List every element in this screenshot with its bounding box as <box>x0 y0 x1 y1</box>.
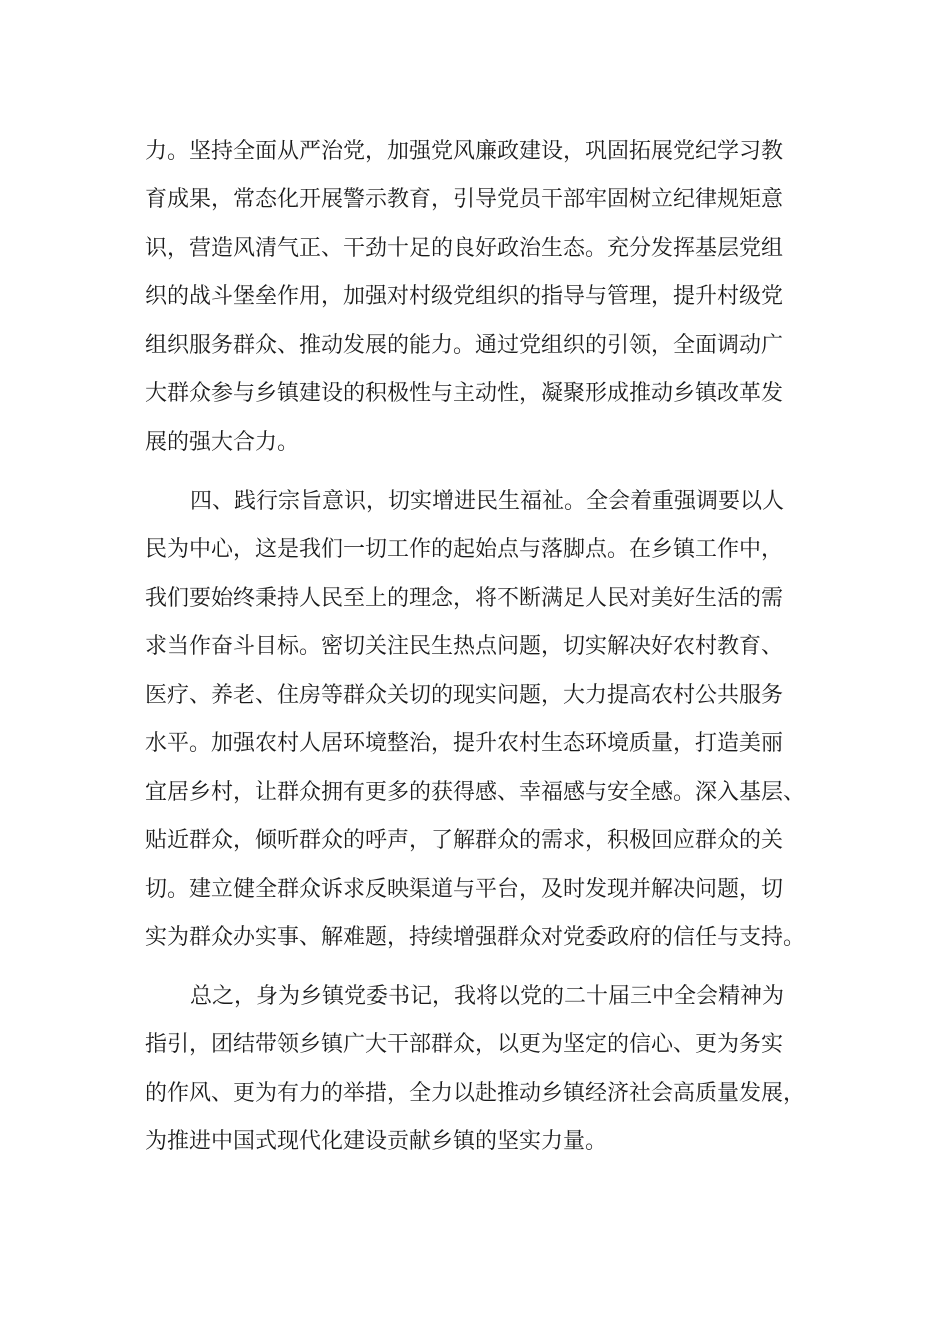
text-line: 的作风、更为有力的举措，全力以赴推动乡镇经济社会高质量发展， <box>145 1081 806 1106</box>
text-line: 大群众参与乡镇建设的积极性与主动性，凝聚形成推动乡镇改革发 <box>145 381 784 406</box>
text-line: 力。坚持全面从严治党，加强党风廉政建设，巩固拓展党纪学习教 <box>145 139 784 164</box>
text-line: 我们要始终秉持人民至上的理念，将不断满足人民对美好生活的需 <box>145 586 784 611</box>
text-line: 切。建立健全群众诉求反映渠道与平台，及时发现并解决问题，切 <box>145 877 784 902</box>
text-line: 为推进中国式现代化建设贡献乡镇的坚实力量。 <box>145 1129 608 1154</box>
paragraph-heading-line: 四、践行宗旨意识，切实增进民生福祉。全会着重强调要以人 <box>190 489 785 514</box>
text-line: 识，营造风清气正、干劲十足的良好政治生态。充分发挥基层党组 <box>145 236 784 261</box>
text-line: 医疗、养老、住房等群众关切的现实问题，大力提高农村公共服务 <box>145 683 784 708</box>
text-line: 指引，团结带领乡镇广大干部群众，以更为坚定的信心、更为务实 <box>145 1032 784 1057</box>
text-line: 贴近群众，倾听群众的呼声，了解群众的需求，积极回应群众的关 <box>145 828 784 853</box>
text-line: 组织服务群众、推动发展的能力。通过党组织的引领，全面调动广 <box>145 333 784 358</box>
text-line: 水平。加强农村人居环境整治，提升农村生态环境质量，打造美丽 <box>145 731 784 756</box>
text-line: 织的战斗堡垒作用，加强对村级党组织的指导与管理，提升村级党 <box>145 284 784 309</box>
text-line: 民为中心，这是我们一切工作的起始点与落脚点。在乡镇工作中， <box>145 537 784 562</box>
text-line: 实为群众办实事、解难题，持续增强群众对党委政府的信任与支持。 <box>145 925 806 950</box>
text-line: 育成果，常态化开展警示教育，引导党员干部牢固树立纪律规矩意 <box>145 187 784 212</box>
paragraph-heading-line: 总之，身为乡镇党委书记，我将以党的二十届三中全会精神为 <box>190 984 785 1009</box>
text-line: 展的强大合力。 <box>145 430 300 455</box>
text-line: 宜居乡村，让群众拥有更多的获得感、幸福感与安全感。深入基层、 <box>145 780 806 805</box>
text-line: 求当作奋斗目标。密切关注民生热点问题，切实解决好农村教育、 <box>145 634 784 659</box>
